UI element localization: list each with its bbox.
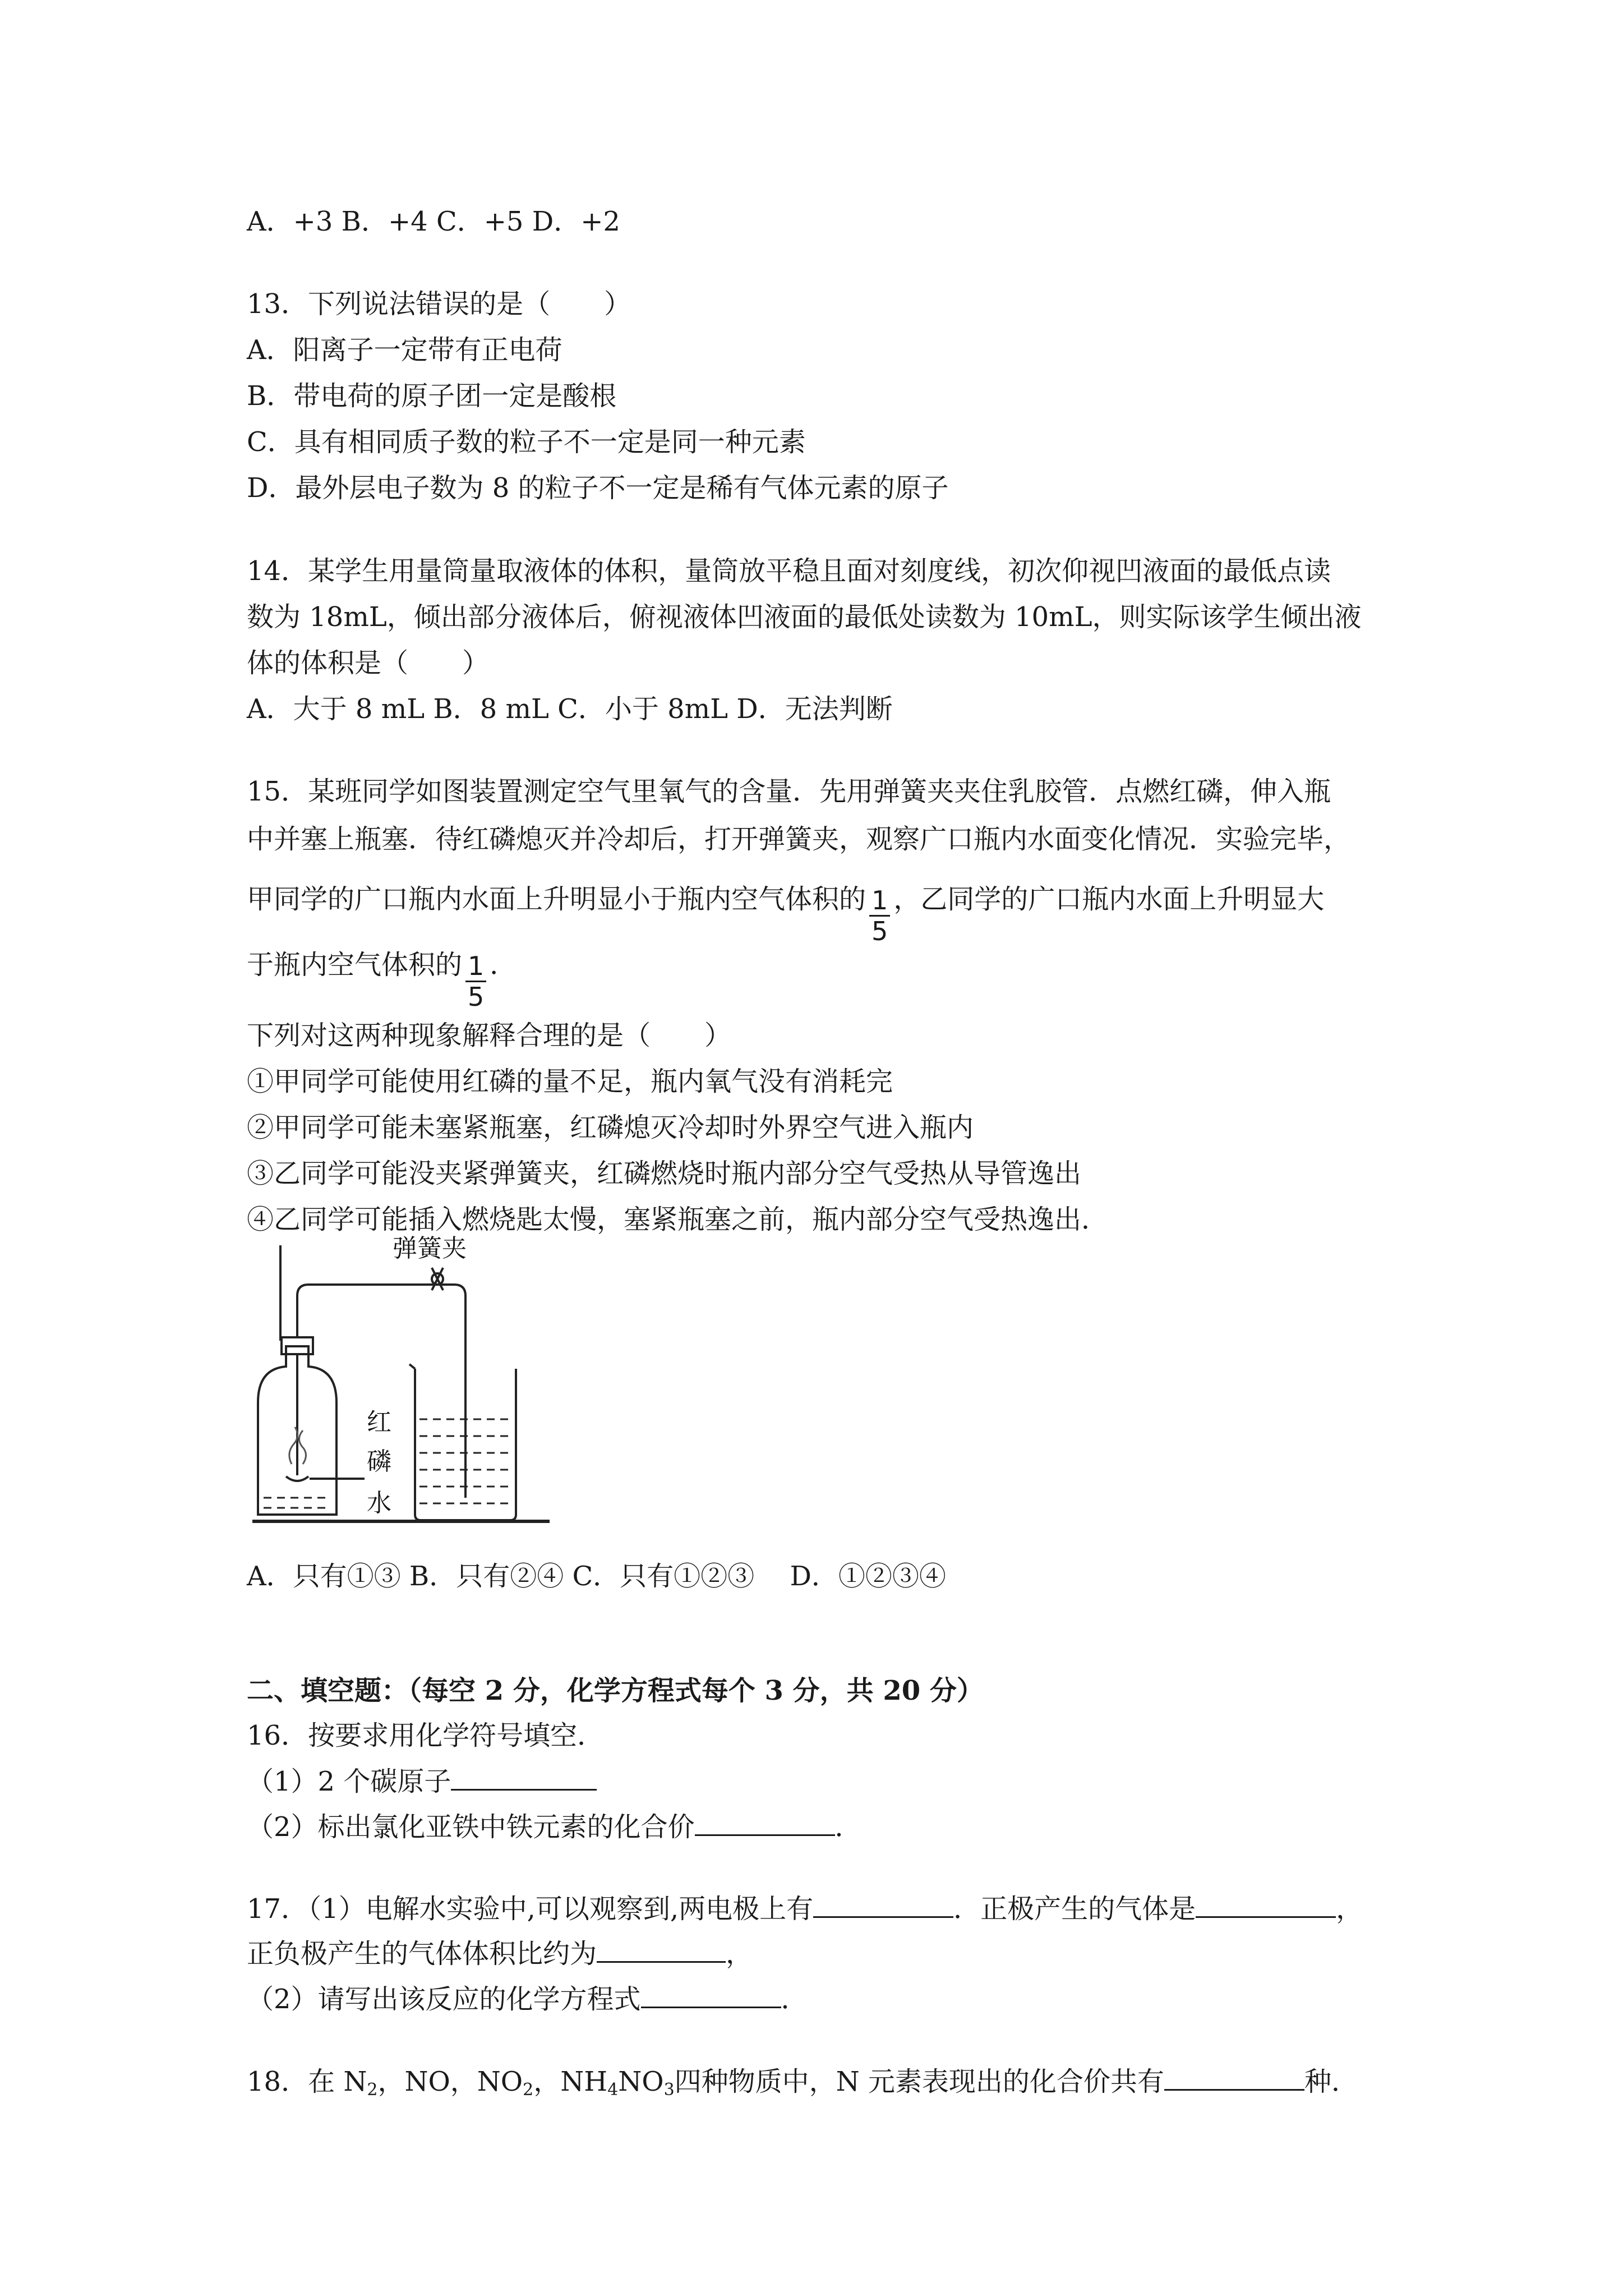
- q17-line2: 正负极产生的气体体积比约为 ，: [247, 1936, 753, 1971]
- q14-line2: 数为 18mL，倾出部分液体后，俯视液体凹液面的最低处读数为 10mL，则实际该学生倾出液: [247, 601, 1362, 633]
- q15-line1: 15．某班同学如图装置测定空气里氧气的含量．先用弹簧夹夹住乳胶管．点燃红磷，伸入瓶: [247, 776, 1331, 807]
- q14-options: A．大于 8 mL B．8 mL C．小于 8mL D．无法判断: [247, 693, 893, 725]
- q13-option-a: A．阳离子一定带有正电荷: [247, 334, 562, 366]
- q15-line4: [247, 937, 517, 1012]
- q12-options: A．+3 B．+4 C．+5 D．+2: [247, 206, 620, 237]
- q13-option-b: B．带电荷的原子团一定是酸根: [247, 380, 617, 412]
- q15-statement-1: ①甲同学可能使用红磷的量不足，瓶内氧气没有消耗完: [247, 1066, 893, 1097]
- q15-line3b: ，乙同学的广口瓶内水面上升明显大: [893, 884, 1325, 915]
- frac-num: 1: [869, 886, 890, 917]
- q18-line: 18．在 $N_2$，NO，$NO_2$，$NH_4NO_3$四种物质中，N 元素表现出的化合价共有 种．: [247, 2064, 1358, 2107]
- q15-line4a: 于瓶内空气体积的: [247, 949, 463, 981]
- q15-line2: 中并塞上瓶塞．待红磷熄灭并冷却后，打开弹簧夹，观察广口瓶内水面变化情况．实验完毕，: [247, 823, 1351, 855]
- frac-den: 5: [872, 916, 888, 946]
- q13-stem: 13．下列说法错误的是（ ）: [247, 288, 631, 320]
- q16-part2: （2）标出氯化亚铁中铁元素的化合价 ．: [247, 1810, 862, 1844]
- answer-blank[interactable]: [451, 1764, 597, 1791]
- label-shui: 水: [367, 1489, 391, 1517]
- q15-statement-3: ③乙同学可能没夹紧弹簧夹，红磷燃烧时瓶内部分空气受热从导管逸出: [247, 1158, 1082, 1189]
- answer-blank[interactable]: [641, 1982, 781, 2008]
- fraction-one-fifth: $\frac{1}{5}$: [465, 951, 486, 1011]
- q14-line1: 14．某学生用量筒量取液体的体积，量筒放平稳且面对刻度线，初次仰视凹液面的最低点读: [247, 555, 1331, 587]
- label-spring-clip: 弹簧夹: [393, 1234, 467, 1263]
- beaker: [409, 1364, 516, 1520]
- q16-part1: （1）2 个碳原子: [247, 1764, 597, 1798]
- section-2-heading: 二、填空题：（每空 2 分，化学方程式每个 3 分，共 20 分）: [247, 1675, 984, 1706]
- answer-blank[interactable]: [597, 1936, 726, 1963]
- q15-statement-4: ④乙同学可能插入燃烧匙太慢，塞紧瓶塞之前，瓶内部分空气受热逸出．: [247, 1204, 1109, 1235]
- q16-stem: 16．按要求用化学符号填空．: [247, 1720, 605, 1751]
- q15-line5: 下列对这两种现象解释合理的是（ ）: [247, 1020, 732, 1051]
- answer-blank[interactable]: [813, 1892, 953, 1918]
- q17-line3: （2）请写出该反应的化学方程式 ．: [247, 1982, 808, 2016]
- apparatus-diagram: [247, 1234, 561, 1548]
- fraction-one-fifth: [869, 886, 890, 946]
- q15-line4b: ．: [490, 949, 517, 981]
- answer-blank[interactable]: [695, 1810, 835, 1836]
- spoon-bowl: [286, 1476, 308, 1481]
- q14-line3: 体的体积是（ ）: [247, 647, 490, 679]
- answer-blank[interactable]: [1196, 1892, 1336, 1918]
- answer-blank[interactable]: [1164, 2064, 1304, 2091]
- label-hong: 红: [367, 1408, 391, 1437]
- q15-options: A．只有①③ B．只有②④ C．只有①②③ D．①②③④: [247, 1561, 946, 1592]
- q15-line3a: 甲同学的广口瓶内水面上升明显小于瓶内空气体积的: [247, 884, 866, 915]
- q17-line1: 17．（1）电解水实验中,可以观察到,两电极上有 ．正极产生的气体是 ，: [247, 1892, 1363, 1926]
- q13-option-c: C．具有相同质子数的粒子不一定是同一种元素: [247, 426, 806, 458]
- label-lin: 磷: [367, 1447, 391, 1476]
- q13-option-d: D．最外层电子数为 8 的粒子不一定是稀有气体元素的原子: [247, 472, 949, 504]
- q15-line3: [247, 871, 1325, 946]
- q15-statement-2: ②甲同学可能未塞紧瓶塞，红磷熄灭冷却时外界空气进入瓶内: [247, 1112, 974, 1143]
